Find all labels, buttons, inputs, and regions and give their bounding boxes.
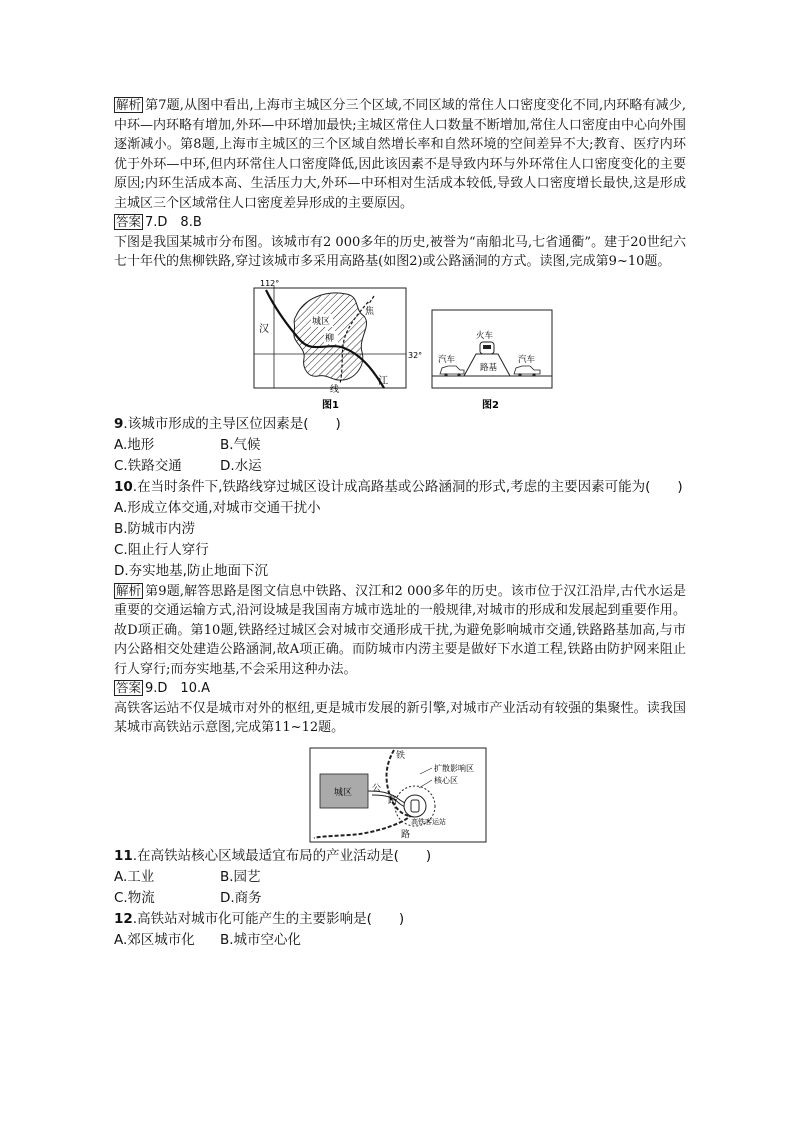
question-text: .高铁站对城市化可能产生的主要影响是( )	[132, 910, 405, 927]
figure-1-caption: 图1	[322, 399, 339, 411]
question-9	[114, 414, 686, 435]
question-number: 10	[114, 478, 133, 495]
answer-tag: 答案	[116, 680, 142, 695]
train-label: 火车	[476, 330, 494, 341]
question-11-options-row-2	[114, 888, 686, 909]
rail-label-tie: 铁	[396, 750, 406, 761]
question-11	[114, 846, 686, 867]
question-number: 11	[114, 847, 133, 864]
legend-core-zone: 核心区	[434, 775, 458, 785]
option-c: C.物流	[114, 889, 155, 906]
figure-1-map	[254, 279, 422, 411]
question-text: .在高铁站核心区域最适宜布局的产业活动是( )	[132, 847, 432, 864]
question-9-options-row-1	[114, 435, 686, 456]
option-c: C.阻止行人穿行	[114, 541, 209, 558]
road-label-gong: 公	[372, 783, 382, 794]
analysis-tag: 解析	[116, 582, 142, 598]
roadbed-label: 路基	[480, 362, 498, 373]
question-10	[114, 477, 686, 498]
option-c: C.铁路交通	[114, 457, 182, 474]
option-a: A.郊区城市化	[114, 931, 195, 948]
option-a: A.地形	[114, 436, 155, 453]
question-12-options-row-1	[114, 930, 686, 951]
answer-9-10	[114, 679, 686, 699]
figure-2-roadbed	[432, 310, 552, 411]
question-number: 12	[114, 910, 133, 927]
figure-row-1-2	[114, 276, 686, 411]
question-number: 9	[114, 415, 124, 432]
answer-text: 7.D 8.B	[145, 215, 202, 230]
option-d: D.夯实地基,防止地面下沉	[114, 562, 268, 579]
figure-3-station	[114, 744, 686, 844]
rail-label-liu: 柳	[325, 333, 335, 344]
analysis-9-10	[114, 582, 686, 680]
question-text: .该城市形成的主导区位因素是( )	[123, 415, 341, 432]
option-d: D.水运	[220, 457, 262, 474]
station-label: 高铁客运站	[411, 817, 446, 826]
answer-tag: 答案	[116, 214, 142, 229]
figure-3-svg	[114, 744, 686, 844]
option-b: B.园艺	[220, 868, 261, 885]
analysis-7-8	[114, 96, 686, 213]
rail-label-jiao: 焦	[365, 306, 375, 317]
road-label-lu: 路	[388, 795, 398, 806]
longitude-label: 112°	[260, 278, 280, 288]
analysis-tag: 解析	[116, 97, 142, 112]
option-b: B.城市空心化	[220, 931, 302, 948]
latitude-label: 32°	[408, 350, 423, 360]
question-9-options-row-2	[114, 456, 686, 477]
city-label: 城区	[312, 316, 331, 327]
figure-map-and-roadbed	[114, 276, 686, 411]
question-12	[114, 909, 686, 930]
intro-9-10: 下图是我国某城市分布图。该城市有2 000多年的历史,被誉为“南船北马,七省通衢”。建于20世纪六七十年代的焦柳铁路,穿过该城市多采用高路基(如图2)或公路涵洞的方式。读图,完成第9~10题。	[114, 234, 686, 269]
rail-label-xian: 线	[330, 384, 340, 395]
option-b: B.气候	[220, 436, 261, 453]
city-label: 城区	[334, 787, 353, 798]
analysis-text: 第7题,从图中看出,上海市主城区分三个区域,不同区域的常住人口密度变化不同,内环略有减少,中环—内环略有增加,外环—中环增加最快;主城区常住人口数量不断增加,常住人口密度由中心向外围逐渐减小。第8题,上海市主城区的三个区域自然增长率和自然环境的空间差异不大;教育、医疗内环优于外环—中环,但内环常住人口密度降低,因此该因素不是导致内环与外环常住人口密度变化的主要原因;内环生活成本高、生活压力大,外环—中环相对生活成本较低,导致人口密度增长最快,这是形成主城区三个区域常住人口密度差异形成的主要原因。	[114, 98, 686, 211]
rail-label-lu: 路	[401, 829, 411, 840]
car-left-label: 汽车	[438, 354, 456, 365]
analysis-text: 第9题,解答思路是图文信息中铁路、汉江和2 000多年的历史。该市位于汉江沿岸,古代水运是重要的交通运输方式,沿河设城是我国南方城市选址的一般规律,对城市的形成和发展起到重要作用。故D项正确。第10题,铁路经过城区会对城市交通形成干扰,为避免影响城市交通,铁路路基加高,与市内公路相交处建造公路涵洞,故A项正确。而防城市内涝主要是做好下水道工程,铁路由防护网来阻止行人穿行;而夯实地基,不会采用这种办法。	[114, 583, 686, 677]
question-11-options-row-1	[114, 867, 686, 888]
question-text: .在当时条件下,铁路线穿过城区设计成高路基或公路涵洞的形式,考虑的主要因素可能为( )	[132, 478, 683, 495]
option-a: A.工业	[114, 868, 155, 885]
river-label-han: 汉	[259, 323, 269, 335]
option-b: B.防城市内涝	[114, 520, 196, 537]
option-a: A.形成立体交通,对城市交通干扰小	[114, 499, 321, 516]
answer-text: 9.D 10.A	[145, 681, 210, 696]
intro-11-12: 高铁客运站不仅是城市对外的枢纽,更是城市发展的新引擎,对城市产业活动有较强的集聚性。读我国某城市高铁站示意图,完成第11~12题。	[114, 700, 686, 735]
legend-outer-zone: 扩散影响区	[434, 763, 474, 773]
figure-2-caption: 图2	[482, 399, 499, 411]
car-right-label: 汽车	[518, 354, 536, 365]
answer-7-8	[114, 213, 686, 233]
river-label-jiang: 江	[378, 375, 388, 387]
document-page	[114, 96, 686, 951]
option-d: D.商务	[220, 889, 262, 906]
